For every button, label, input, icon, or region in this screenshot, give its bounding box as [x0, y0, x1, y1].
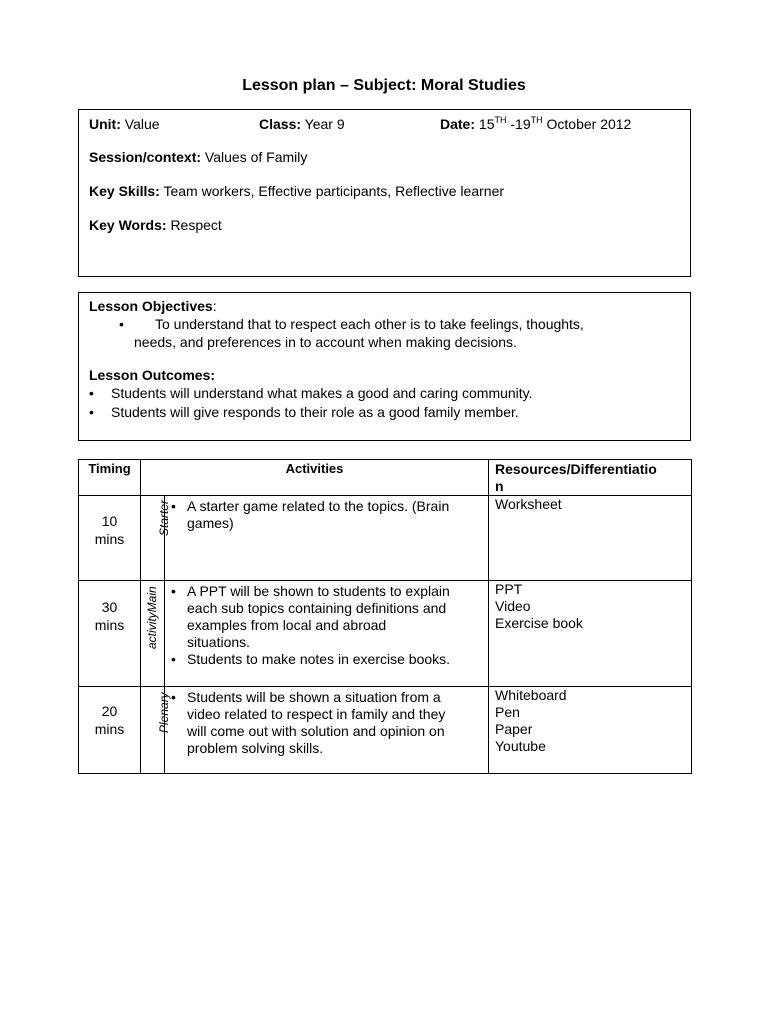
timing-value: 30: [101, 599, 118, 615]
activity-line: games): [187, 515, 234, 531]
timing-cell: [79, 581, 141, 687]
resource-item: Pen: [495, 704, 520, 720]
activity-line: A PPT will be shown to students to explain: [187, 583, 450, 599]
resource-item: Whiteboard: [495, 687, 567, 703]
timing-value: 10: [101, 513, 118, 529]
activity-line: examples from local and abroad: [187, 617, 387, 633]
timing-header: Timing: [79, 460, 141, 496]
unit-value: Value: [124, 116, 160, 132]
objective-line-2: needs, and preferences in to account when making decisions.: [134, 334, 517, 350]
session-field: [89, 149, 307, 165]
objectives-heading: [89, 298, 217, 314]
activity-line: situations.: [187, 634, 251, 650]
date-sup2: TH: [530, 115, 543, 125]
bullet-icon: •: [171, 689, 176, 705]
table-row: [79, 581, 692, 687]
stage-label-text: Starter: [157, 499, 171, 536]
resource-item: Video: [495, 598, 531, 614]
keywords-value: Respect: [170, 217, 222, 233]
unit-field: [89, 116, 160, 132]
lesson-info-box: [78, 109, 691, 277]
bullet-icon: •: [89, 404, 94, 420]
bullet-icon: •: [119, 316, 124, 332]
activities-cell: [165, 687, 489, 774]
activity-line: Students to make notes in exercise books.: [187, 651, 451, 667]
resources-header: [489, 460, 692, 496]
resources-cell: [489, 581, 692, 687]
outcomes-heading: Lesson Outcomes:: [89, 367, 216, 383]
timing-unit: mins: [94, 721, 125, 737]
activity-line: video related to respect in family and they: [187, 706, 446, 722]
timing-value: 20: [101, 703, 118, 719]
activities-cell: [165, 496, 489, 581]
outcome-item: Students will understand what makes a good and caring community.: [111, 385, 533, 401]
skills-value: Team workers, Effective participants, Reflective learner: [163, 183, 505, 199]
activities-cell: [165, 581, 489, 687]
activities-header: Activities: [141, 460, 489, 496]
outcome-item: Students will give responds to their role as a good family member.: [111, 404, 519, 420]
resources-header-line2: n: [495, 478, 504, 494]
bullet-icon: •: [171, 583, 176, 599]
resources-cell: [489, 687, 692, 774]
skills-field: [89, 183, 504, 199]
resource-item: Paper: [495, 721, 533, 737]
stage-label-text: activityMain: [145, 586, 159, 649]
bullet-icon: •: [171, 498, 176, 514]
unit-label: Unit:: [89, 116, 121, 132]
stage-label-cell: [141, 581, 165, 687]
class-field: [259, 116, 345, 132]
table-header-row: [79, 460, 692, 496]
timing-unit: mins: [94, 617, 125, 633]
resource-item: Worksheet: [495, 496, 562, 512]
keywords-field: [89, 217, 222, 233]
stage-label-text: Plenary: [157, 692, 171, 733]
page-title: Lesson plan – Subject: Moral Studies: [242, 77, 526, 94]
timing-cell: [79, 496, 141, 581]
activity-line: will come out with solution and opinion on: [187, 723, 445, 739]
table-row: [79, 687, 692, 774]
session-label: Session/context:: [89, 149, 202, 165]
date-label: Date:: [440, 116, 476, 132]
lesson-plan-table: [78, 459, 692, 774]
skills-label: Key Skills:: [89, 183, 160, 199]
objectives-box: [78, 292, 691, 441]
bullet-icon: •: [89, 385, 94, 401]
resources-header-line1: Resources/Differentiatio: [495, 461, 657, 477]
session-value: Values of Family: [204, 149, 308, 165]
date-day1: 15: [478, 116, 495, 132]
objectives-colon: :: [212, 298, 217, 314]
timing-unit: mins: [94, 531, 125, 547]
objective-line-1: To understand that to respect each other is to take feelings, thoughts,: [155, 316, 584, 332]
date-sup1: TH: [494, 115, 507, 125]
date-sep: -19: [506, 116, 531, 132]
timing-cell: [79, 687, 141, 774]
activity-line: Students will be shown a situation from a: [187, 689, 441, 705]
resources-cell: [489, 496, 692, 581]
stage-label-cell: [141, 687, 171, 774]
table-row: [79, 496, 692, 581]
activity-line: problem solving skills.: [187, 740, 324, 756]
class-label: Class:: [259, 116, 302, 132]
resource-item: Exercise book: [495, 615, 583, 631]
objectives-label: Lesson Objectives: [89, 298, 213, 314]
activity-line: each sub topics containing definitions and: [187, 600, 447, 616]
resource-item: Youtube: [495, 738, 546, 754]
stage-label-cell: [141, 496, 171, 581]
keywords-label: Key Words:: [89, 217, 167, 233]
bullet-icon: •: [171, 651, 176, 667]
date-field: [440, 116, 631, 132]
class-value: Year 9: [304, 116, 345, 132]
date-rest: October 2012: [542, 116, 632, 132]
resource-item: PPT: [495, 581, 523, 597]
activity-line: A starter game related to the topics. (Brain: [187, 498, 450, 514]
